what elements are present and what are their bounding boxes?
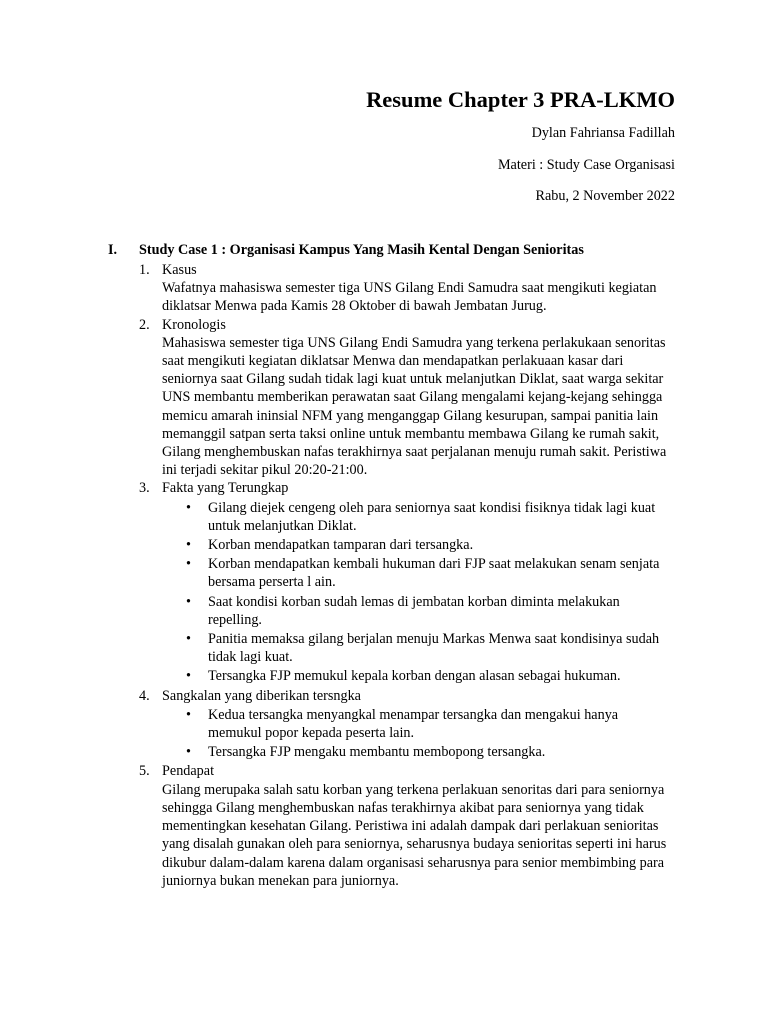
bullet-item: • Korban mendapatkan kembali hukuman dari FJP saat melakukan senam senjata bersama perserta l ain. bbox=[162, 555, 668, 591]
item-text: Gilang merupaka salah satu korban yang terkena perlakuan senoritas dari para seniornya sehingga Gilang menghembuskan nafas terakhirnya akibat para seniornya yang tidak mementingkan kesehatan Gilang. Peristiwa ini adalah dampak dari perlakuan senioritas yang disalah gunakan oleh para seniornya, seharusnya budaya senioritas seperti ini harus dikubur dalam-dalam karena dalam organisasi seharusnya para senior membimbing para juniornya bukan menekan para juniornya. bbox=[162, 781, 667, 889]
list-item-sangkalan bbox=[139, 687, 679, 762]
item-heading: Fakta yang Terungkap bbox=[162, 480, 289, 497]
item-number: 4. bbox=[139, 687, 150, 704]
section-number: I. bbox=[108, 242, 118, 258]
list-item-kronologis bbox=[139, 316, 679, 480]
item-number: 5. bbox=[139, 763, 150, 780]
bullet-item: • Panitia memaksa gilang berjalan menuju Markas Menwa saat kondisinya sudah tidak lagi kuat. bbox=[162, 630, 668, 666]
item-number: 2. bbox=[139, 316, 150, 333]
item-list bbox=[139, 261, 679, 890]
materi-line: Materi : Study Case Organisasi bbox=[497, 157, 675, 173]
item-number: 3. bbox=[139, 480, 150, 497]
bullet-list bbox=[162, 706, 679, 762]
bullet-item: • Korban mendapatkan tamparan dari tersangka. bbox=[162, 536, 668, 554]
document-title: Resume Chapter 3 PRA-LKMO bbox=[366, 87, 675, 112]
bullet-item: • Tersangka FJP memukul kepala korban dengan alasan sebagai hukuman. bbox=[162, 667, 668, 685]
bullet-item: • Saat kondisi korban sudah lemas di jembatan korban diminta melakukan repelling. bbox=[162, 593, 668, 629]
bullet-item: • Gilang diejek cengeng oleh para seniornya saat kondisi fisiknya tidak lagi kuat untuk melanjutkan Diklat. bbox=[162, 499, 668, 535]
list-item-fakta bbox=[139, 479, 679, 685]
item-heading: Kronologis bbox=[162, 316, 226, 333]
bullet-item: • Tersangka FJP mengaku membantu membopong tersangka. bbox=[162, 743, 668, 761]
section-title: Study Case 1 : Organisasi Kampus Yang Masih Kental Dengan Senioritas bbox=[139, 242, 584, 258]
bullet-item: • Kedua tersangka menyangkal menampar tersangka dan mengakui hanya memukul popor kepada peserta lain. bbox=[162, 706, 668, 742]
item-text: Mahasiswa semester tiga UNS Gilang Endi Samudra yang terkena perlakukaan senoritas saat mengikuti kegiatan diklatsar Menwa dan mendapatkan perlakuaan kasar dari seniornya saat Gilang sudah tidak lagi kuat untuk melanjutkan Diklat, saat warga sekitar UNS membantu memberikan perawatan saat Gilang mengalami kejang-kejang sehingga memicu amarah ininsial NFM yang menganggap Gilang kesurupan, sampai panitia lain memanggil satpan serta taksi online untuk membantu membawa Gilang ke rumah sakit, Gilang menghembuskan nafas terakhirnya saat perjalanan menuju rumah sakit. Peristiwa ini terjadi sekitar pikul 20:20-21:00. bbox=[162, 334, 667, 479]
bullet-list bbox=[162, 499, 679, 686]
list-item-pendapat bbox=[139, 762, 679, 889]
item-heading: Pendapat bbox=[162, 763, 215, 780]
item-number: 1. bbox=[139, 262, 150, 278]
list-item-kasus bbox=[139, 261, 679, 316]
item-heading: Sangkalan yang diberikan tersngka bbox=[162, 687, 361, 704]
author-name: Dylan Fahriansa Fadillah bbox=[531, 125, 675, 141]
item-heading: Kasus bbox=[162, 262, 197, 278]
document-date: Rabu, 2 November 2022 bbox=[535, 188, 675, 204]
item-text: Wafatnya mahasiswa semester tiga UNS Gilang Endi Samudra saat mengikuti kegiatan diklatsar Menwa pada Kamis 28 Oktober di bawah Jembatan Jurug. bbox=[162, 280, 657, 315]
